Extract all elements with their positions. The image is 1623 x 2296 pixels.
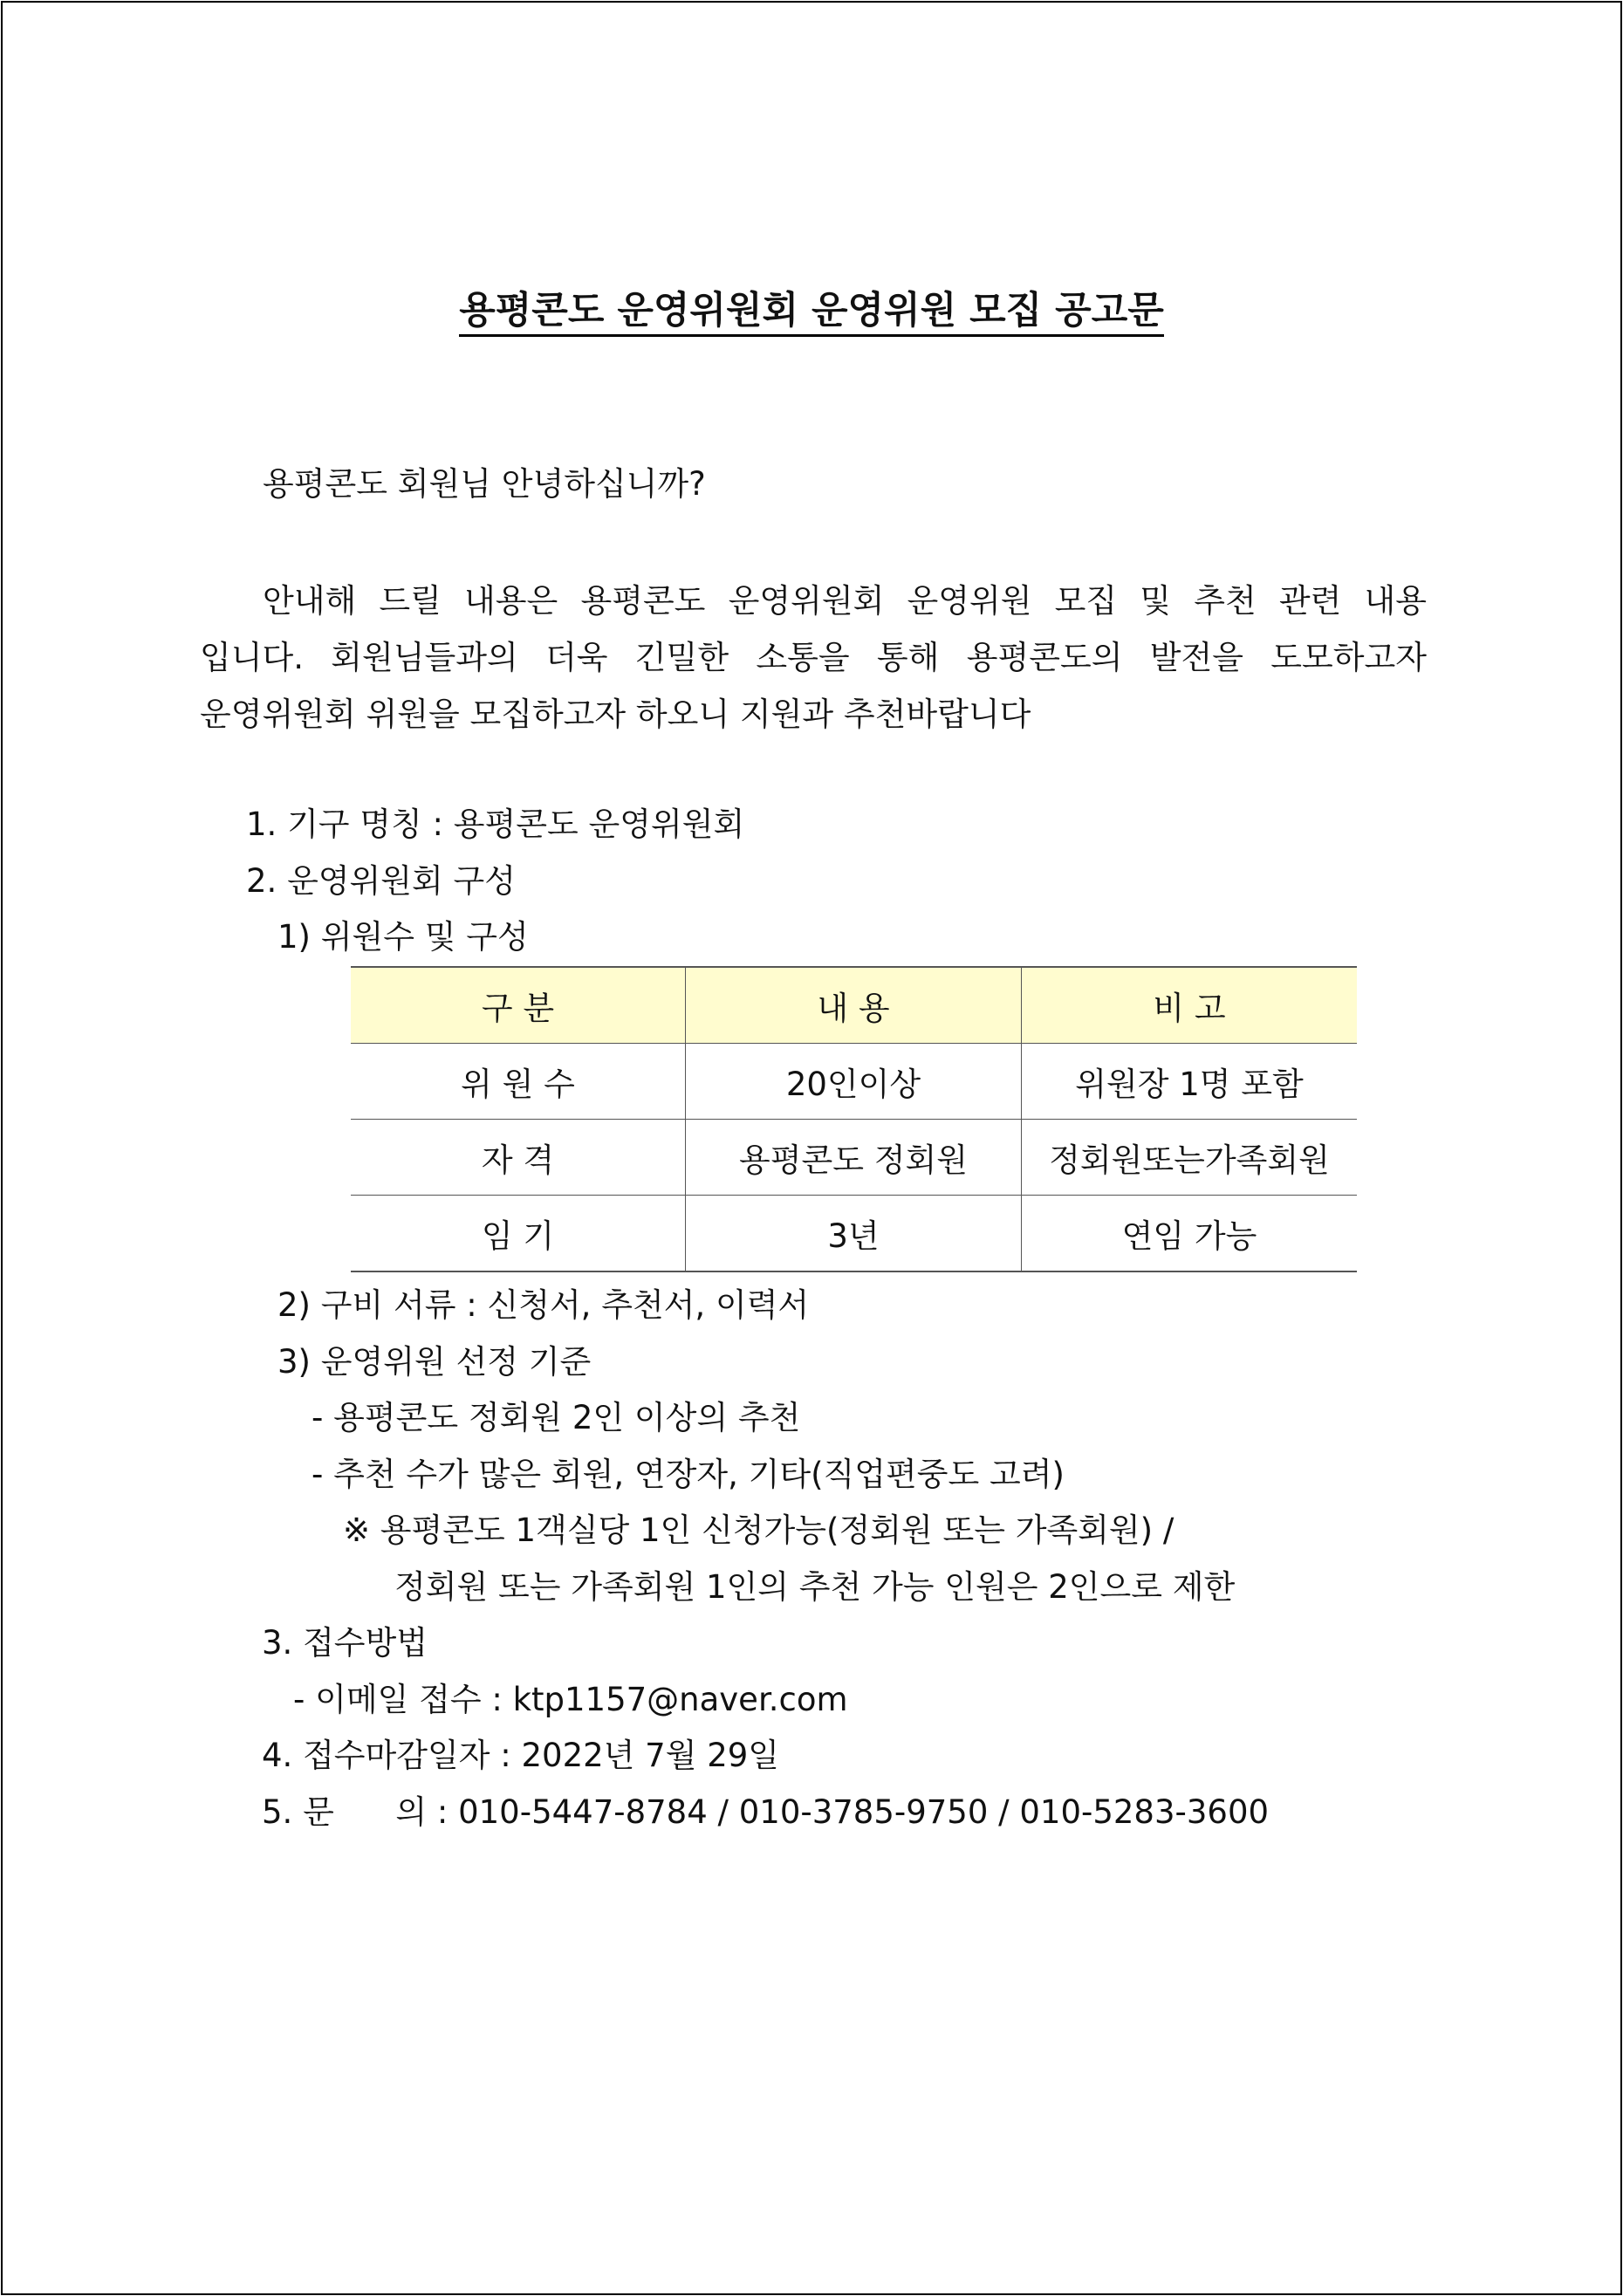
table-row [351,1196,1357,1272]
item-1-organization-name: 1. 기구 명칭 : 용평콘도 운영위원회 [246,805,745,843]
item-2-committee-composition: 2. 운영위원회 구성 [246,862,517,900]
document-title: 용평콘도 운영위원회 운영위원 모집 공고문 [0,284,1623,337]
email-application: - 이메일 접수 : ktp1157@naver.com [293,1681,848,1718]
table-cell: 연임 가능 [1022,1196,1358,1272]
item-2-3-selection-criteria: 3) 운영위원 선정 기준 [277,1343,592,1381]
greeting: 용평콘도 회원님 안녕하십니까? [263,465,706,503]
item-4-deadline: 4. 접수마감일자 : 2022년 7월 29일 [262,1737,780,1774]
table-header-remarks: 비 고 [1022,967,1358,1044]
table-cell: 임 기 [351,1196,686,1272]
note-line-1: ※ 용평콘도 1객실당 1인 신청가능(정회원 또는 가족회원) / [343,1511,1174,1549]
item-3-application-method: 3. 접수방법 [262,1624,428,1662]
criteria-line-1: - 용평콘도 정회원 2인 이상의 추천 [312,1399,801,1436]
table-cell: 위원장 1명 포함 [1022,1044,1358,1120]
note-line-2: 정회원 또는 가족회원 1인의 추천 가능 인원은 2인으로 제한 [394,1568,1236,1606]
intro-line-3: 운영위원회 위원을 모집하고자 하오니 지원과 추천바랍니다 [200,696,1031,733]
criteria-line-2: - 추천 수가 많은 회원, 연장자, 기타(직업편중도 고려) [312,1456,1065,1493]
table-header-category: 구 분 [351,967,686,1044]
table-row [351,1044,1357,1120]
intro-paragraph [200,572,1427,743]
intro-line-1: 안내해 드릴 내용은 용평콘도 운영위원회 운영위원 모집 및 추천 관련 내용 [263,582,1427,620]
item-5-contact: 5. 문 의 : 010-5447-8784 / 010-3785-9750 / 010-5283-3600 [262,1793,1270,1831]
table-cell: 3년 [686,1196,1022,1272]
table-header-content: 내 용 [686,967,1022,1044]
table-cell: 위 원 수 [351,1044,686,1120]
table-cell: 용평콘도 정회원 [686,1120,1022,1196]
table-cell: 자 격 [351,1120,686,1196]
item-2-2-required-documents: 2) 구비 서류 : 신청서, 추천서, 이력서 [277,1286,810,1324]
table-row [351,1120,1357,1196]
table-cell: 정회원또는가족회원 [1022,1120,1358,1196]
composition-table [351,966,1357,1272]
intro-line-2: 입니다. 회원님들과의 더욱 긴밀한 소통을 통해 용평콘도의 발전을 도모하고자 [200,639,1427,676]
item-2-1-members-composition: 1) 위원수 및 구성 [277,918,529,956]
table-cell: 20인이상 [686,1044,1022,1120]
table-header-row [351,967,1357,1044]
